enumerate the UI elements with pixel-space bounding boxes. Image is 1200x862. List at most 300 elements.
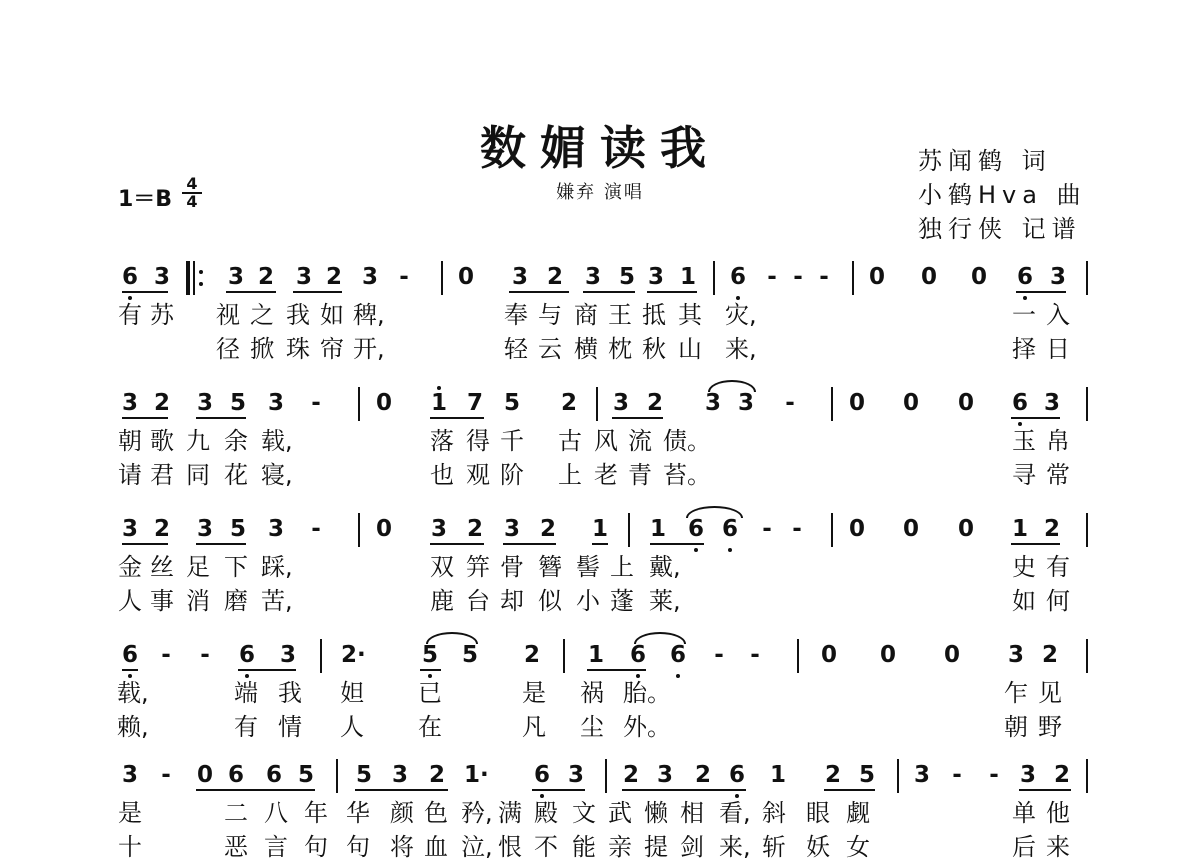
lyric-char: 落: [430, 427, 454, 455]
barline: [713, 261, 715, 295]
jianpu-note: 3: [503, 516, 520, 542]
jianpu-note: 0: [879, 642, 896, 668]
lyric-char: 妲: [340, 679, 364, 707]
lyric-char: 史: [1012, 553, 1036, 581]
lyric-char: 双: [430, 553, 454, 581]
jianpu-note: 3: [196, 516, 213, 542]
beam-underline: [293, 291, 342, 293]
lyric-char: 如: [320, 301, 344, 329]
jianpu-note: 1: [769, 762, 786, 788]
jianpu-note: 5: [461, 642, 478, 668]
lyric-char: 帛: [1046, 427, 1070, 455]
lyric-char: 上: [558, 461, 582, 489]
lyric-char: 足: [186, 553, 210, 581]
jianpu-note: 2·: [341, 642, 366, 668]
jianpu-note: 1: [430, 390, 447, 416]
barline: [852, 261, 854, 295]
beam-underline: [647, 291, 697, 293]
jianpu-note: 1: [587, 642, 604, 668]
lyric-char: 乍: [1004, 679, 1028, 707]
lyric-char: 色: [424, 799, 448, 827]
barline: [193, 261, 195, 295]
jianpu-note: 3: [612, 390, 629, 416]
jianpu-note: 2: [428, 762, 445, 788]
beam-underline: [509, 291, 569, 293]
jianpu-note: -: [762, 516, 772, 542]
barline: [563, 639, 565, 673]
lyric-char: 满: [498, 799, 522, 827]
lyric-char: 似: [538, 587, 562, 615]
jianpu-note: 6: [687, 516, 704, 542]
lyric-char: 戴,: [649, 553, 681, 581]
jianpu-note: 3: [153, 264, 170, 290]
lyric-char: 单: [1012, 799, 1036, 827]
jianpu-note: 3: [227, 264, 244, 290]
jianpu-note: 0: [375, 516, 392, 542]
jianpu-note: 5: [229, 516, 246, 542]
barline: [596, 387, 598, 421]
jianpu-note: 1: [679, 264, 696, 290]
lyric-char: 开,: [353, 335, 385, 363]
lyric-char: 何: [1046, 587, 1070, 615]
jianpu-note: 0: [902, 516, 919, 542]
lyric-char: 笄: [466, 553, 490, 581]
lyric-char: 鹿: [430, 587, 454, 615]
lyric-char: 是: [118, 799, 142, 827]
lyric-char: 野: [1038, 713, 1062, 741]
jianpu-note: -: [792, 516, 802, 542]
lyric-char: 恨: [498, 833, 522, 861]
beam-underline: [612, 417, 663, 419]
barline: [831, 513, 833, 547]
lyric-char: 见: [1038, 679, 1062, 707]
lyric-char: 得: [466, 427, 490, 455]
repeat-dot: [199, 282, 203, 286]
jianpu-note: 0: [457, 264, 474, 290]
beam-underline: [122, 417, 168, 419]
beam-underline: [1019, 789, 1071, 791]
jianpu-note: 2: [824, 762, 841, 788]
jianpu-note: 3: [656, 762, 673, 788]
lyric-char: 眼: [806, 799, 830, 827]
jianpu-note: 6: [669, 642, 686, 668]
lyric-char: 已: [418, 679, 442, 707]
octave-dot-low: [728, 548, 732, 552]
lyric-char: 抵: [642, 301, 666, 329]
barline: [358, 387, 360, 421]
beam-underline: [355, 789, 448, 791]
beam-underline: [587, 669, 646, 671]
lyric-char: 如: [1012, 587, 1036, 615]
jianpu-note: -: [819, 264, 829, 290]
lyric-char: 歌: [150, 427, 174, 455]
tie-slur: [426, 632, 478, 644]
lyric-char: 千: [500, 427, 524, 455]
lyric-char: 请: [118, 461, 142, 489]
jianpu-note: 2: [325, 264, 342, 290]
jianpu-note: -: [311, 516, 321, 542]
jianpu-note: -: [750, 642, 760, 668]
jianpu-note: 3: [511, 264, 528, 290]
jianpu-note: -: [793, 264, 803, 290]
lyric-char: 也: [430, 461, 454, 489]
lyric-char: 灾,: [725, 301, 757, 329]
beam-underline: [420, 669, 441, 671]
lyric-char: 枕: [608, 335, 632, 363]
jianpu-note: 3: [361, 264, 378, 290]
lyric-char: 丝: [150, 553, 174, 581]
lyric-char: 观: [466, 461, 490, 489]
beam-underline: [196, 789, 315, 791]
lyric-char: 后: [1012, 833, 1036, 861]
lyric-char: 亲: [608, 833, 632, 861]
lyric-char: 妖: [806, 833, 830, 861]
jianpu-note: -: [161, 642, 171, 668]
lyric-char: 玉: [1012, 427, 1036, 455]
jianpu-note: 3: [737, 390, 754, 416]
lyric-char: 稗,: [353, 301, 385, 329]
lyric-char: 径: [216, 335, 240, 363]
jianpu-note: 6: [728, 762, 745, 788]
lyric-char: 寻: [1012, 461, 1036, 489]
lyric-char: 择: [1012, 335, 1036, 363]
lyric-char: 台: [466, 587, 490, 615]
jianpu-note: 2: [1053, 762, 1070, 788]
lyric-char: 阶: [500, 461, 524, 489]
jianpu-note: -: [161, 762, 171, 788]
lyric-char: 有: [118, 301, 142, 329]
lyric-char: 骨: [500, 553, 524, 581]
lyric-char: 苦,: [261, 587, 293, 615]
jianpu-note: 1: [1011, 516, 1028, 542]
lyric-char: 华: [346, 799, 370, 827]
lyric-char: 云: [538, 335, 562, 363]
barline: [1086, 387, 1088, 421]
lyric-char: 恶: [224, 833, 248, 861]
beam-underline: [122, 291, 168, 293]
lyric-char: 髻: [576, 553, 600, 581]
lyric-char: 青: [628, 461, 652, 489]
jianpu-note: 3: [267, 516, 284, 542]
beam-underline: [430, 417, 484, 419]
lyric-char: 蓬: [610, 587, 634, 615]
jianpu-note: 2: [622, 762, 639, 788]
lyric-char: 入: [1046, 301, 1070, 329]
lyric-char: 相: [680, 799, 704, 827]
lyric-char: 磨: [224, 587, 248, 615]
lyric-char: 之: [250, 301, 274, 329]
lyric-char: 簪: [538, 553, 562, 581]
repeat-start-barline: [186, 261, 190, 295]
barline: [320, 639, 322, 673]
jianpu-note: -: [785, 390, 795, 416]
jianpu-note: 3: [567, 762, 584, 788]
lyric-char: 君: [150, 461, 174, 489]
jianpu-note: 3: [647, 264, 664, 290]
beam-underline: [238, 669, 296, 671]
beam-underline: [824, 789, 875, 791]
lyric-char: 颜: [390, 799, 414, 827]
jianpu-note: 5: [297, 762, 314, 788]
beam-underline: [622, 789, 746, 791]
lyric-char: 他: [1046, 799, 1070, 827]
lyricist-credit: 苏闻鹤 词: [918, 147, 1052, 175]
jianpu-note: 3: [704, 390, 721, 416]
lyric-char: 年: [304, 799, 328, 827]
lyric-char: 我: [286, 301, 310, 329]
jianpu-note: 6: [533, 762, 550, 788]
lyric-char: 寝,: [261, 461, 293, 489]
lyric-char: 山: [678, 335, 702, 363]
lyric-char: 将: [390, 833, 414, 861]
barline: [605, 759, 607, 793]
jianpu-note: -: [714, 642, 724, 668]
jianpu-note: 3: [1043, 390, 1060, 416]
lyric-char: 看,: [719, 799, 751, 827]
jianpu-note: 3: [584, 264, 601, 290]
key-signature: 1＝B: [118, 187, 173, 212]
jianpu-note: 6: [1016, 264, 1033, 290]
lyric-char: 下: [224, 553, 248, 581]
meter-bottom: 4: [182, 192, 202, 210]
lyric-char: 消: [186, 587, 210, 615]
jianpu-note: 3: [1007, 642, 1024, 668]
jianpu-note: 1: [649, 516, 666, 542]
composer-credit: 小鹤Hva 曲: [918, 181, 1087, 209]
lyric-char: 朝: [118, 427, 142, 455]
jianpu-note: 2: [1043, 516, 1060, 542]
lyric-char: 剑: [680, 833, 704, 861]
lyric-char: 商: [574, 301, 598, 329]
jianpu-note: 3: [121, 390, 138, 416]
jianpu-note: 5: [355, 762, 372, 788]
beam-underline: [650, 543, 704, 545]
lyric-char: 来,: [725, 335, 757, 363]
repeat-dot: [199, 270, 203, 274]
lyric-char: 常: [1046, 461, 1070, 489]
lyric-char: 载,: [117, 679, 149, 707]
lyric-char: 余: [224, 427, 248, 455]
lyric-char: 是: [522, 679, 546, 707]
lyric-char: 古: [558, 427, 582, 455]
lyric-char: 懒: [644, 799, 668, 827]
octave-dot-high: [437, 386, 441, 390]
lyric-char: 九: [186, 427, 210, 455]
barline: [831, 387, 833, 421]
jianpu-note: 2: [153, 390, 170, 416]
jianpu-note: 6: [721, 516, 738, 542]
beam-underline: [503, 543, 556, 545]
lyric-char: 句: [346, 833, 370, 861]
jianpu-note: -: [767, 264, 777, 290]
jianpu-note: 3: [121, 516, 138, 542]
lyric-char: 斩: [762, 833, 786, 861]
lyric-char: 掀: [250, 335, 274, 363]
lyric-char: 莱,: [649, 587, 681, 615]
lyric-char: 有: [1046, 553, 1070, 581]
lyric-char: 泣,: [461, 833, 493, 861]
jianpu-note: 2: [546, 264, 563, 290]
lyric-char: 横: [574, 335, 598, 363]
barline: [1086, 261, 1088, 295]
jianpu-note: 2: [694, 762, 711, 788]
lyric-char: 文: [572, 799, 596, 827]
beam-underline: [1011, 543, 1060, 545]
jianpu-note: 3: [1019, 762, 1036, 788]
jianpu-note: 5: [229, 390, 246, 416]
octave-dot-low: [676, 674, 680, 678]
jianpu-note: 0: [920, 264, 937, 290]
jianpu-note: 3: [196, 390, 213, 416]
jianpu-note: 7: [466, 390, 483, 416]
jianpu-note: 3: [430, 516, 447, 542]
lyric-char: 外。: [623, 713, 671, 741]
jianpu-note: 5: [858, 762, 875, 788]
jianpu-note: 1: [591, 516, 608, 542]
lyric-char: 苏: [150, 301, 174, 329]
lyric-char: 苔。: [663, 461, 711, 489]
lyric-char: 在: [418, 713, 442, 741]
lyric-char: 矜,: [461, 799, 493, 827]
singer-credit: 嫌弃 演唱: [556, 182, 644, 203]
jianpu-note: 3: [1049, 264, 1066, 290]
jianpu-note: 6: [227, 762, 244, 788]
lyric-char: 女: [846, 833, 870, 861]
score-title: 数媚读我: [480, 121, 720, 175]
lyric-char: 老: [594, 461, 618, 489]
lyric-char: 上: [610, 553, 634, 581]
jianpu-note: -: [952, 762, 962, 788]
tie-slur: [708, 380, 756, 392]
jianpu-note: 2: [523, 642, 540, 668]
lyric-char: 能: [572, 833, 596, 861]
lyric-char: 视: [216, 301, 240, 329]
lyric-char: 王: [608, 301, 632, 329]
lyric-char: 我: [278, 679, 302, 707]
jianpu-note: 2: [539, 516, 556, 542]
lyric-char: 秋: [642, 335, 666, 363]
lyric-char: 却: [500, 587, 524, 615]
lyric-char: 流: [628, 427, 652, 455]
lyric-char: 武: [608, 799, 632, 827]
lyric-char: 殿: [534, 799, 558, 827]
lyric-char: 提: [644, 833, 668, 861]
jianpu-note: 2: [153, 516, 170, 542]
beam-underline: [1016, 291, 1066, 293]
beam-underline: [583, 291, 635, 293]
barline: [1086, 759, 1088, 793]
lyric-char: 尘: [580, 713, 604, 741]
tie-slur: [686, 506, 743, 518]
jianpu-note: 0: [957, 516, 974, 542]
lyric-char: 金: [118, 553, 142, 581]
barline: [358, 513, 360, 547]
jianpu-note: 0: [943, 642, 960, 668]
barline: [1086, 513, 1088, 547]
lyric-char: 同: [186, 461, 210, 489]
beam-underline: [532, 789, 585, 791]
lyric-char: 踩,: [261, 553, 293, 581]
lyric-char: 风: [594, 427, 618, 455]
jianpu-note: -: [200, 642, 210, 668]
jianpu-note: 6: [629, 642, 646, 668]
tie-slur: [634, 632, 686, 644]
lyric-char: 朝: [1004, 713, 1028, 741]
transcriber-credit: 独行侠 记谱: [918, 215, 1082, 243]
beam-underline: [226, 291, 276, 293]
lyric-char: 有: [234, 713, 258, 741]
lyric-char: 祸: [580, 679, 604, 707]
jianpu-note: 5: [618, 264, 635, 290]
jianpu-note: 5: [503, 390, 520, 416]
jianpu-note: -: [399, 264, 409, 290]
barline: [441, 261, 443, 295]
octave-dot-low: [694, 548, 698, 552]
jianpu-note: -: [989, 762, 999, 788]
jianpu-note: 6: [121, 642, 138, 668]
lyric-char: 一: [1012, 301, 1036, 329]
beam-underline: [196, 543, 246, 545]
lyric-char: 十: [118, 833, 142, 861]
lyric-char: 事: [150, 587, 174, 615]
lyric-char: 凡: [522, 713, 546, 741]
jianpu-note: 6: [121, 264, 138, 290]
jianpu-note: 2: [257, 264, 274, 290]
beam-underline: [1011, 417, 1060, 419]
jianpu-note: 0: [957, 390, 974, 416]
lyric-char: 与: [538, 301, 562, 329]
barline: [336, 759, 338, 793]
beam-underline: [122, 543, 168, 545]
jianpu-note: 6: [238, 642, 255, 668]
jianpu-note: 3: [279, 642, 296, 668]
jianpu-note: 2: [646, 390, 663, 416]
lyric-char: 载,: [261, 427, 293, 455]
lyric-char: 来,: [719, 833, 751, 861]
jianpu-note: 0: [375, 390, 392, 416]
lyric-char: 人: [340, 713, 364, 741]
lyric-char: 血: [424, 833, 448, 861]
jianpu-note: 6: [1011, 390, 1028, 416]
jianpu-note: 3: [295, 264, 312, 290]
lyric-char: 债。: [663, 427, 711, 455]
lyric-char: 花: [224, 461, 248, 489]
jianpu-note: 2: [1041, 642, 1058, 668]
lyric-char: 轻: [504, 335, 528, 363]
lyric-char: 情: [278, 713, 302, 741]
jianpu-note: 3: [391, 762, 408, 788]
jianpu-note: 3: [121, 762, 138, 788]
lyric-char: 言: [264, 833, 288, 861]
jianpu-note: 1·: [464, 762, 489, 788]
jianpu-note: 0: [970, 264, 987, 290]
lyric-char: 八: [264, 799, 288, 827]
beam-underline: [196, 417, 246, 419]
lyric-char: 端: [234, 679, 258, 707]
jianpu-note: 0: [848, 390, 865, 416]
lyric-char: 二: [224, 799, 248, 827]
barline: [1086, 639, 1088, 673]
lyric-char: 其: [678, 301, 702, 329]
lyric-char: 觑: [846, 799, 870, 827]
lyric-char: 奉: [504, 301, 528, 329]
lyric-char: 帘: [320, 335, 344, 363]
meter-top: 4: [186, 174, 198, 193]
jianpu-note: 5: [421, 642, 438, 668]
lyric-char: 句: [304, 833, 328, 861]
lyric-char: 小: [576, 587, 600, 615]
lyric-char: 日: [1046, 335, 1070, 363]
